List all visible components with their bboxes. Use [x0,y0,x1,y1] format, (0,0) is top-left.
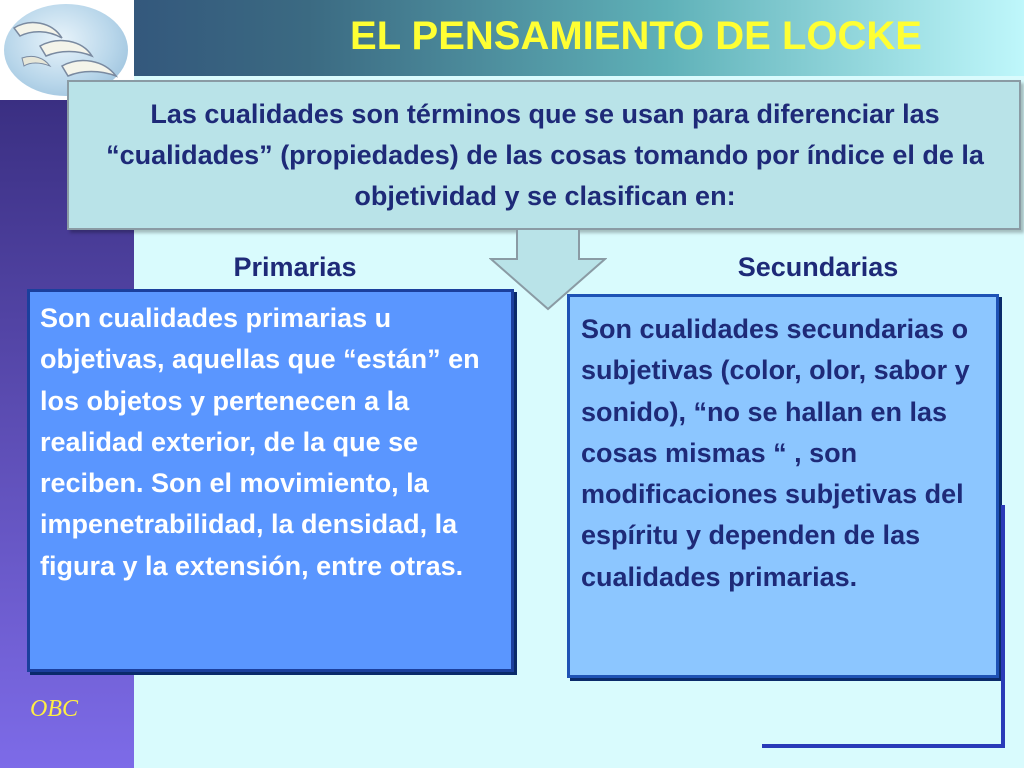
intro-box [67,80,1021,230]
decorative-line-horizontal [762,744,1005,748]
intro-text: Las cualidades son términos que se usan para diferenciar las “cualidades” (propiedades) de las cosas tomando por índice el de la objetividad y se clasifican en: [106,99,984,211]
primarias-heading: Primarias [233,252,357,282]
secundarias-card [567,294,999,678]
decorative-line-vertical [1001,505,1005,748]
slide-title: EL PENSAMIENTO DE LOCKE [350,14,922,58]
secundarias-text: Son cualidades secundarias o subjetivas (color, olor, sabor y sonido), “no se hallan en las cosas mismas “ , son modificaciones subjetivas del espíritu y dependen de las cualidades primarias. [581,314,970,592]
primarias-text: Son cualidades primarias u objetivas, aquellas que “están” en los objetos y pertenecen a la realidad exterior, de la que se reciben. Son el movimiento, la impenetrabilidad, la densidad, la figura y la extensión, entre otras. [40,303,480,581]
footer-mark: OBC [30,696,78,722]
secundarias-heading: Secundarias [737,252,899,282]
primarias-card [27,289,514,672]
